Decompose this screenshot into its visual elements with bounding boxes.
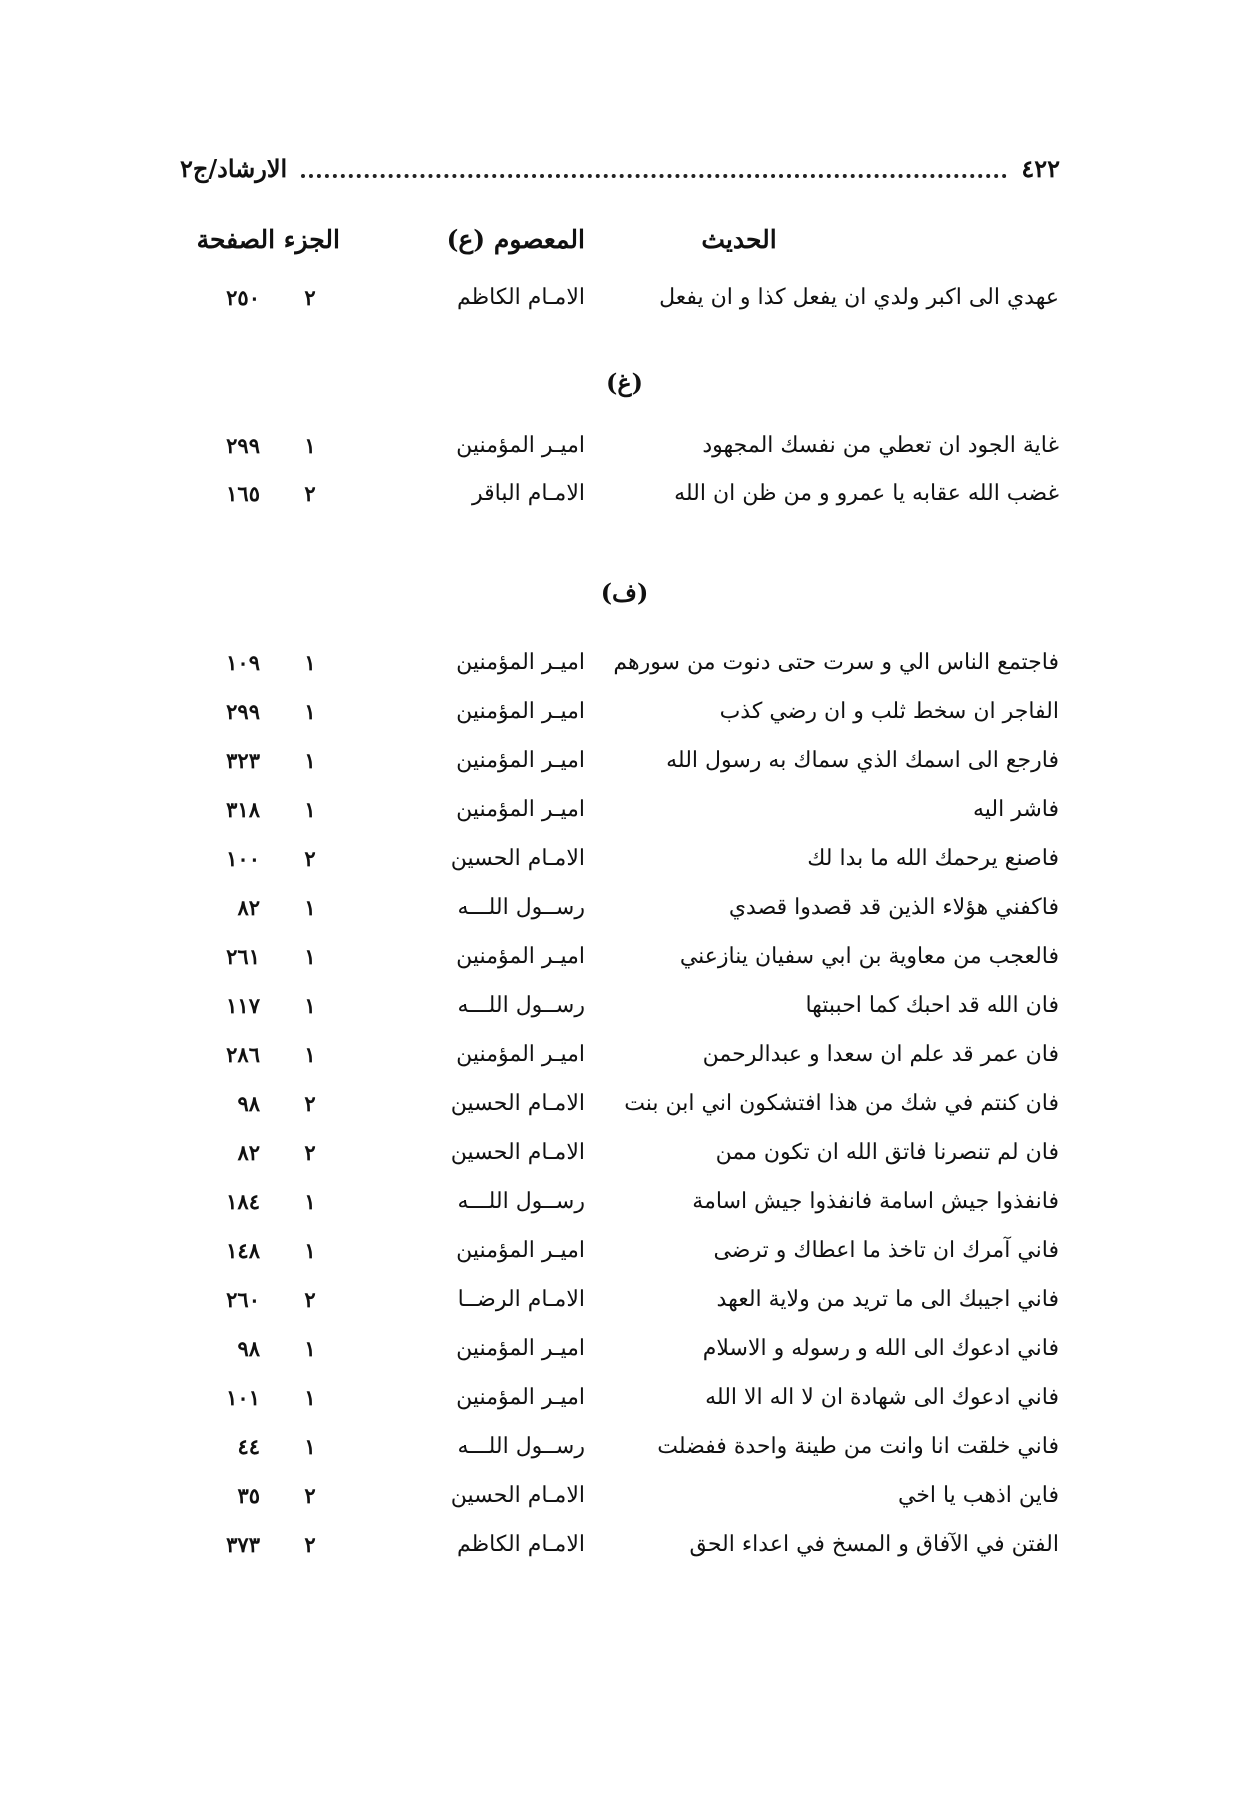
page-ref: ٣٧٣ xyxy=(226,1532,260,1557)
hadith-text: فاني آمرك ان تاخذ ما اعطاك و ترضى xyxy=(713,1238,1059,1263)
masum-name: رســول اللـــه xyxy=(457,1189,585,1214)
hadith-text: فالعجب من معاوية بن ابي سفيان ينازعني xyxy=(679,944,1059,969)
table-row xyxy=(0,426,1249,466)
masum-name: الامـام الحسين xyxy=(450,846,585,871)
masum-name: رســول اللـــه xyxy=(457,993,585,1018)
juz-number: ٢ xyxy=(304,1532,316,1557)
hadith-text: غضب الله عقابه يا عمرو و من ظن ان الله xyxy=(674,481,1059,506)
table-row xyxy=(0,839,1249,879)
hadith-text: غاية الجود ان تعطي من نفسك المجهود xyxy=(702,433,1059,458)
page-ref: ٢٨٦ xyxy=(226,1042,260,1067)
masum-name: اميـر المؤمنين xyxy=(456,797,585,822)
juz-number: ١ xyxy=(304,895,316,920)
hadith-text: فاين اذهب يا اخي xyxy=(897,1483,1059,1508)
page-ref: ٣٢٣ xyxy=(226,748,260,773)
masum-name: اميـر المؤمنين xyxy=(456,1042,585,1067)
juz-number: ١ xyxy=(304,1336,316,1361)
table-row xyxy=(0,1378,1249,1418)
page-ref: ٩٨ xyxy=(237,1336,260,1361)
juz-number: ٢ xyxy=(304,481,316,506)
page-ref: ٤٤ xyxy=(237,1434,260,1459)
table-row xyxy=(0,1427,1249,1467)
juz-number: ١ xyxy=(304,944,316,969)
table-row xyxy=(0,1280,1249,1320)
page-ref: ٣٥ xyxy=(237,1483,260,1508)
masum-name: الامـام الكاظم xyxy=(456,285,585,310)
table-row xyxy=(0,1231,1249,1271)
hadith-text: فارجع الى اسمك الذي سماك به رسول الله xyxy=(666,748,1059,773)
table-row xyxy=(0,643,1249,683)
masum-name: الامـام الباقر xyxy=(471,481,585,506)
juz-number: ١ xyxy=(304,650,316,675)
hadith-text: فاشر اليه xyxy=(972,797,1059,822)
masum-name: الامـام الحسين xyxy=(450,1140,585,1165)
hadith-text: فان كنتم في شك من هذا افتشكون اني ابن بنت xyxy=(624,1091,1059,1116)
section-letter-ghayn: (غ) xyxy=(605,368,644,397)
hadith-text: فان عمر قد علم ان سعدا و عبدالرحمن xyxy=(702,1042,1059,1067)
page-ref: ١٦٥ xyxy=(226,481,260,506)
page-ref: ١٠١ xyxy=(226,1385,260,1410)
juz-number: ٢ xyxy=(304,1140,316,1165)
masum-name: اميـر المؤمنين xyxy=(456,1336,585,1361)
masum-name: الامـام الكاظم xyxy=(456,1532,585,1557)
hadith-text: الفاجر ان سخط ثلب و ان رضي كذب xyxy=(719,699,1059,724)
juz-number: ١ xyxy=(304,1238,316,1263)
juz-number: ١ xyxy=(304,748,316,773)
masum-name: الامـام الحسين xyxy=(450,1091,585,1116)
page-ref: ٢٥٠ xyxy=(226,285,260,310)
juz-number: ١ xyxy=(304,1385,316,1410)
page-ref: ٢٦١ xyxy=(226,944,260,969)
page-number: ٤٢٢ xyxy=(1021,153,1060,183)
juz-number: ٢ xyxy=(304,1287,316,1312)
table-row xyxy=(0,1329,1249,1369)
table-row xyxy=(0,692,1249,732)
masum-name: اميـر المؤمنين xyxy=(456,1385,585,1410)
page-ref: ٢٩٩ xyxy=(226,699,260,724)
hadith-text: الفتن في الآفاق و المسخ في اعداء الحق xyxy=(689,1532,1059,1557)
table-row xyxy=(0,986,1249,1026)
hadith-text: فاني ادعوك الى شهادة ان لا اله الا الله xyxy=(705,1385,1059,1410)
page-ref: ٨٢ xyxy=(237,895,260,920)
page-ref: ٩٨ xyxy=(237,1091,260,1116)
juz-number: ١ xyxy=(304,797,316,822)
hadith-text: فاني خلقت انا وانت من طينة واحدة ففضلت xyxy=(657,1434,1059,1459)
juz-number: ١ xyxy=(304,1189,316,1214)
table-row xyxy=(0,1084,1249,1124)
table-row xyxy=(0,1182,1249,1222)
table-row xyxy=(0,937,1249,977)
masum-name: اميـر المؤمنين xyxy=(456,1238,585,1263)
juz-number: ١ xyxy=(304,433,316,458)
table-row xyxy=(0,1525,1249,1565)
column-header-juz-page: الجزء الصفحة xyxy=(196,225,340,254)
table-row xyxy=(0,1476,1249,1516)
juz-number: ٢ xyxy=(304,846,316,871)
masum-name: الامـام الرضــا xyxy=(457,1287,585,1312)
hadith-text: فاني ادعوك الى الله و رسوله و الاسلام xyxy=(702,1336,1059,1361)
masum-name: رســول اللـــه xyxy=(457,1434,585,1459)
masum-name: اميـر المؤمنين xyxy=(456,650,585,675)
hadith-text: فاني اجيبك الى ما تريد من ولاية العهد xyxy=(716,1287,1059,1312)
page-ref: ١٨٤ xyxy=(226,1189,260,1214)
juz-number: ١ xyxy=(304,1042,316,1067)
page-ref: ١٤٨ xyxy=(226,1238,260,1263)
running-header xyxy=(180,148,1060,188)
column-header-masum: المعصوم (ع) xyxy=(446,225,585,254)
book-title: الارشاد/ج٢ xyxy=(180,153,288,183)
page-ref: ٨٢ xyxy=(237,1140,260,1165)
masum-name: اميـر المؤمنين xyxy=(456,944,585,969)
hadith-text: عهدي الى اكبر ولدي ان يفعل كذا و ان يفعل xyxy=(659,285,1059,310)
table-row xyxy=(0,1133,1249,1173)
table-row xyxy=(0,888,1249,928)
page-ref: ١١٧ xyxy=(226,993,260,1018)
juz-number: ١ xyxy=(304,993,316,1018)
juz-number: ٢ xyxy=(304,1091,316,1116)
juz-number: ٢ xyxy=(304,1483,316,1508)
table-row xyxy=(0,1035,1249,1075)
juz-number: ١ xyxy=(304,1434,316,1459)
table-row xyxy=(0,278,1249,318)
hadith-text: فانفذوا جيش اسامة فانفذوا جيش اسامة xyxy=(692,1189,1059,1214)
column-header-hadith: الحديث xyxy=(701,225,777,254)
page-ref: ٢٦٠ xyxy=(226,1287,260,1312)
masum-name: اميـر المؤمنين xyxy=(456,748,585,773)
page-ref: ١٠٩ xyxy=(226,650,260,675)
table-row xyxy=(0,790,1249,830)
table-row xyxy=(0,474,1249,514)
masum-name: اميـر المؤمنين xyxy=(456,433,585,458)
juz-number: ٢ xyxy=(304,285,316,310)
page-ref: ١٠٠ xyxy=(226,846,260,871)
page-ref: ٣١٨ xyxy=(226,797,260,822)
column-headers xyxy=(0,225,1249,265)
hadith-text: فاصنع يرحمك الله ما بدا لك xyxy=(807,846,1059,871)
masum-name: رســول اللـــه xyxy=(457,895,585,920)
masum-name: اميـر المؤمنين xyxy=(456,699,585,724)
juz-number: ١ xyxy=(304,699,316,724)
hadith-text: فان الله قد احبك كما احببتها xyxy=(805,993,1059,1018)
hadith-text: فان لم تنصرنا فاتق الله ان تكون ممن xyxy=(715,1140,1059,1165)
table-row xyxy=(0,741,1249,781)
page-ref: ٢٩٩ xyxy=(226,433,260,458)
hadith-text: فاكفني هؤلاء الذين قد قصدوا قصدي xyxy=(728,895,1059,920)
masum-name: الامـام الحسين xyxy=(450,1483,585,1508)
leader-dots xyxy=(301,170,1007,178)
section-letter-fa: (ف) xyxy=(600,578,649,607)
hadith-text: فاجتمع الناس الي و سرت حتى دنوت من سورهم xyxy=(613,650,1059,675)
